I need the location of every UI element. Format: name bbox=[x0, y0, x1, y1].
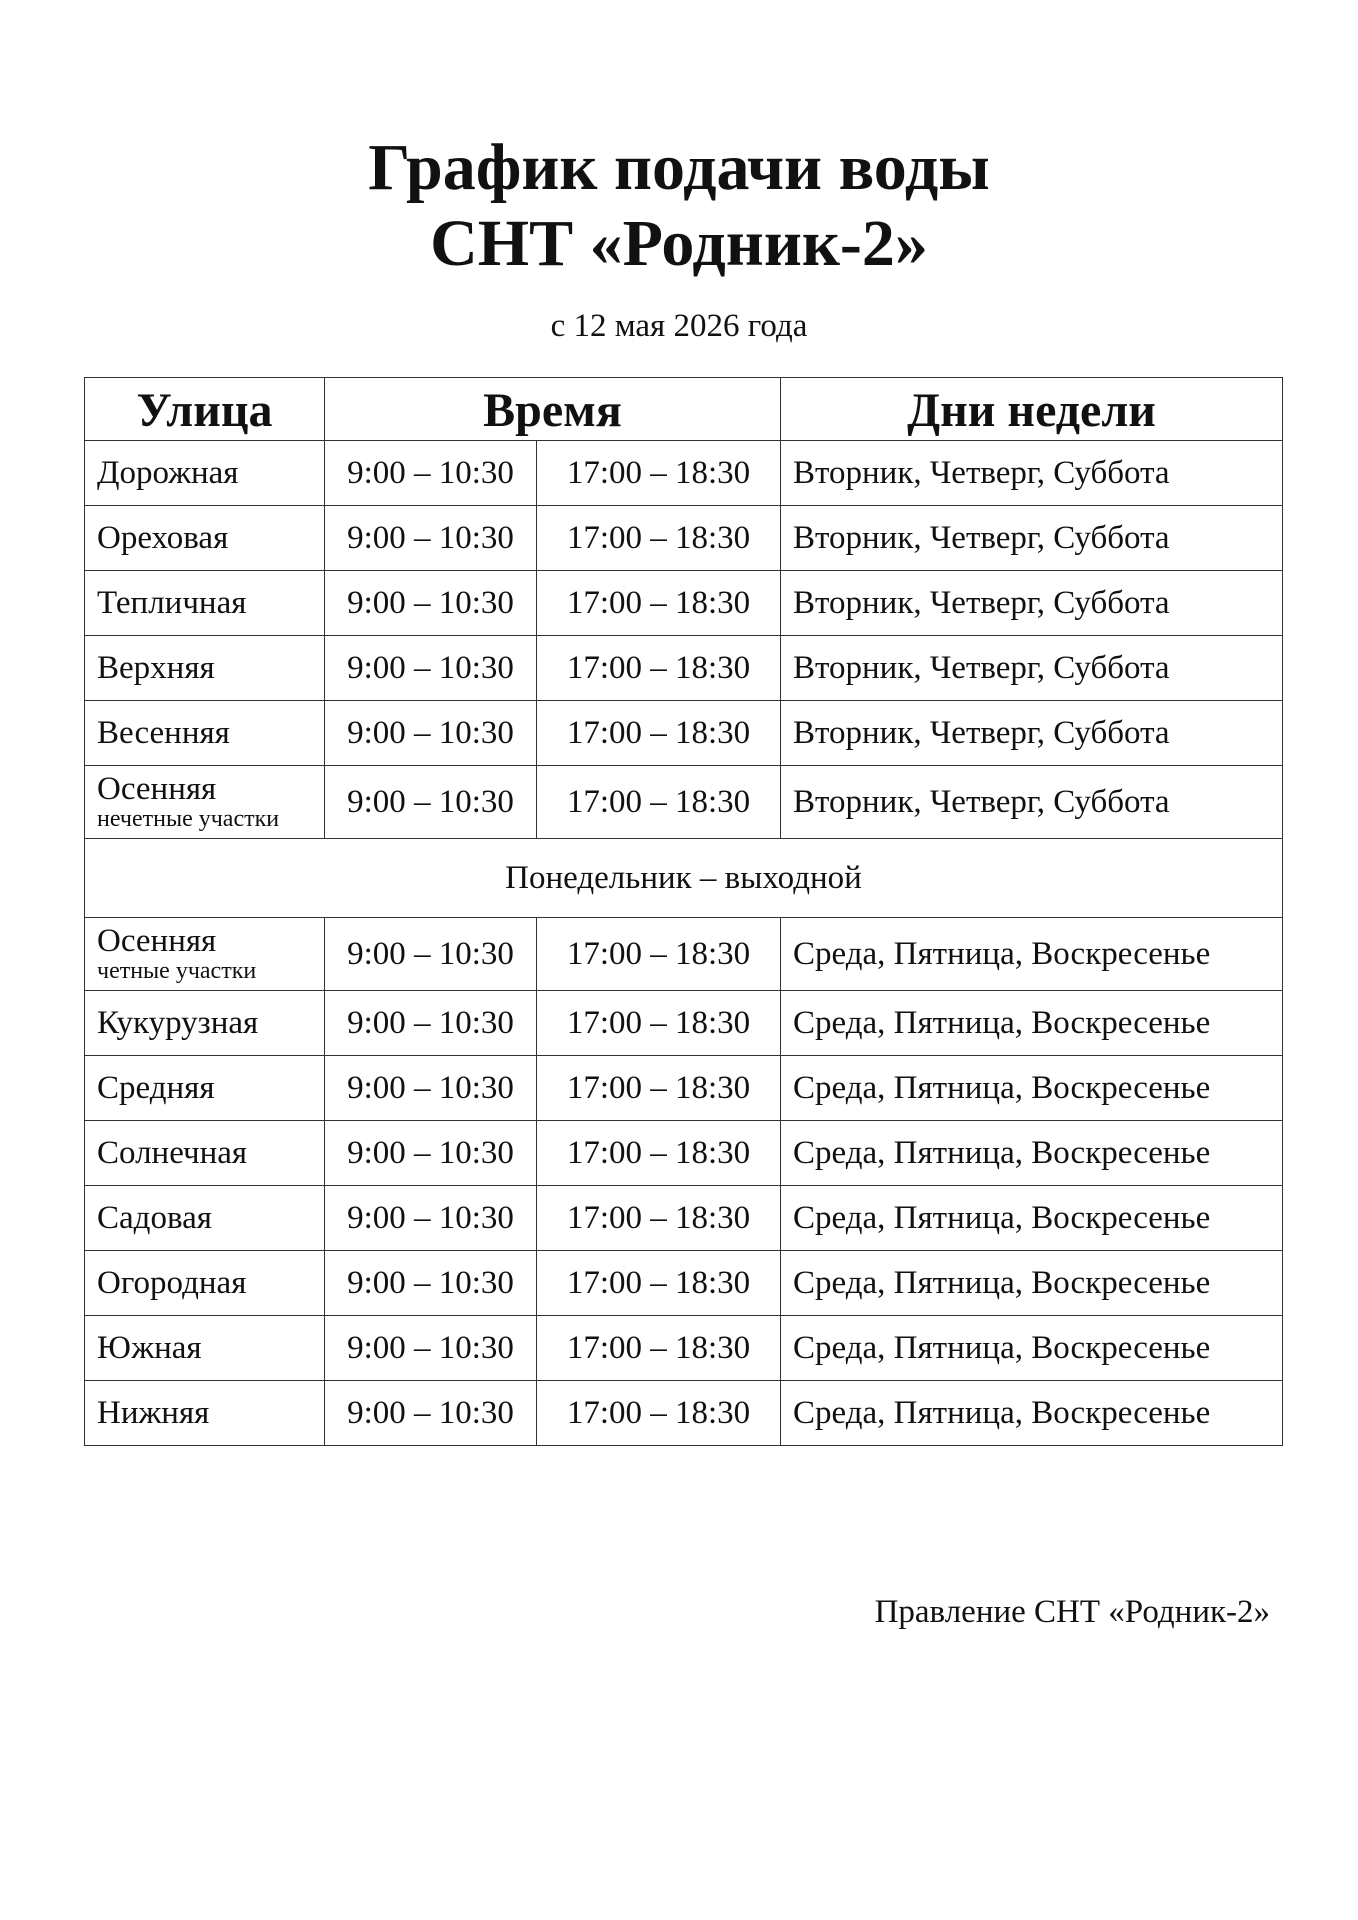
table-header-row bbox=[85, 378, 1283, 441]
table-row bbox=[85, 701, 1283, 766]
street-note: нечетные участки bbox=[97, 806, 280, 832]
days-cell: Среда, Пятница, Воскресенье bbox=[781, 918, 1283, 991]
table-row bbox=[85, 1121, 1283, 1186]
street-cell bbox=[85, 1121, 325, 1186]
morning-time-cell: 9:00 – 10:30 bbox=[325, 1316, 537, 1381]
street-note: четные участки bbox=[97, 958, 257, 984]
street-name: Дорожная bbox=[97, 455, 239, 491]
days-cell: Вторник, Четверг, Суббота bbox=[781, 571, 1283, 636]
page-title-organization: СНТ «Родник-2» bbox=[430, 207, 928, 280]
column-header-days: Дни недели bbox=[781, 378, 1283, 441]
table-row bbox=[85, 766, 1283, 839]
days-cell: Вторник, Четверг, Суббота bbox=[781, 701, 1283, 766]
morning-time-cell: 9:00 – 10:30 bbox=[325, 506, 537, 571]
street-cell bbox=[85, 571, 325, 636]
days-cell: Вторник, Четверг, Суббота bbox=[781, 506, 1283, 571]
street-cell bbox=[85, 506, 325, 571]
days-cell: Среда, Пятница, Воскресенье bbox=[781, 1381, 1283, 1446]
street-name: Весенняя bbox=[97, 715, 230, 751]
street-cell bbox=[85, 441, 325, 506]
days-cell: Среда, Пятница, Воскресенье bbox=[781, 1121, 1283, 1186]
street-name: Верхняя bbox=[97, 650, 215, 686]
days-cell: Вторник, Четверг, Суббота bbox=[781, 766, 1283, 839]
evening-time-cell: 17:00 – 18:30 bbox=[537, 1316, 781, 1381]
street-cell bbox=[85, 1186, 325, 1251]
street-cell bbox=[85, 1381, 325, 1446]
column-header-time: Время bbox=[325, 378, 781, 441]
street-cell bbox=[85, 1056, 325, 1121]
effective-date: с 12 мая 2026 года bbox=[550, 308, 808, 344]
table-row bbox=[85, 1381, 1283, 1446]
signature: Правление СНТ «Родник-2» bbox=[874, 1594, 1270, 1630]
evening-time-cell: 17:00 – 18:30 bbox=[537, 918, 781, 991]
street-name: Средняя bbox=[97, 1070, 215, 1106]
day-off-row bbox=[85, 839, 1283, 918]
street-name: Осенняя bbox=[97, 923, 217, 959]
days-cell: Среда, Пятница, Воскресенье bbox=[781, 991, 1283, 1056]
evening-time-cell: 17:00 – 18:30 bbox=[537, 991, 781, 1056]
days-cell: Среда, Пятница, Воскресенье bbox=[781, 1316, 1283, 1381]
table-row bbox=[85, 1316, 1283, 1381]
day-off-note: Понедельник – выходной bbox=[85, 839, 1283, 918]
table-row bbox=[85, 1251, 1283, 1316]
morning-time-cell: 9:00 – 10:30 bbox=[325, 1186, 537, 1251]
street-name: Кукурузная bbox=[97, 1005, 259, 1041]
street-name: Солнечная bbox=[97, 1135, 248, 1171]
evening-time-cell: 17:00 – 18:30 bbox=[537, 701, 781, 766]
schedule-group-2 bbox=[85, 918, 1283, 1446]
morning-time-cell: 9:00 – 10:30 bbox=[325, 991, 537, 1056]
morning-time-cell: 9:00 – 10:30 bbox=[325, 571, 537, 636]
evening-time-cell: 17:00 – 18:30 bbox=[537, 1056, 781, 1121]
water-schedule-table bbox=[84, 377, 1283, 1446]
table-row bbox=[85, 991, 1283, 1056]
page-title: График подачи воды bbox=[368, 131, 990, 204]
table-row bbox=[85, 636, 1283, 701]
evening-time-cell: 17:00 – 18:30 bbox=[537, 1186, 781, 1251]
evening-time-cell: 17:00 – 18:30 bbox=[537, 571, 781, 636]
days-cell: Вторник, Четверг, Суббота bbox=[781, 441, 1283, 506]
schedule-group-1 bbox=[85, 441, 1283, 839]
street-cell bbox=[85, 1251, 325, 1316]
morning-time-cell: 9:00 – 10:30 bbox=[325, 441, 537, 506]
street-cell bbox=[85, 701, 325, 766]
street-name: Южная bbox=[97, 1330, 202, 1366]
evening-time-cell: 17:00 – 18:30 bbox=[537, 441, 781, 506]
street-cell bbox=[85, 918, 325, 991]
days-cell: Вторник, Четверг, Суббота bbox=[781, 636, 1283, 701]
street-name: Нижняя bbox=[97, 1395, 210, 1431]
evening-time-cell: 17:00 – 18:30 bbox=[537, 636, 781, 701]
morning-time-cell: 9:00 – 10:30 bbox=[325, 1381, 537, 1446]
table-row bbox=[85, 571, 1283, 636]
evening-time-cell: 17:00 – 18:30 bbox=[537, 1121, 781, 1186]
evening-time-cell: 17:00 – 18:30 bbox=[537, 766, 781, 839]
days-cell: Среда, Пятница, Воскресенье bbox=[781, 1056, 1283, 1121]
table-row bbox=[85, 441, 1283, 506]
table-row bbox=[85, 1056, 1283, 1121]
street-name: Тепличная bbox=[97, 585, 247, 621]
table-row bbox=[85, 1186, 1283, 1251]
street-name: Осенняя bbox=[97, 771, 217, 807]
days-cell: Среда, Пятница, Воскресенье bbox=[781, 1251, 1283, 1316]
morning-time-cell: 9:00 – 10:30 bbox=[325, 766, 537, 839]
street-name: Огородная bbox=[97, 1265, 247, 1301]
street-cell bbox=[85, 1316, 325, 1381]
column-header-street: Улица bbox=[85, 378, 325, 441]
morning-time-cell: 9:00 – 10:30 bbox=[325, 918, 537, 991]
street-cell bbox=[85, 636, 325, 701]
evening-time-cell: 17:00 – 18:30 bbox=[537, 1251, 781, 1316]
street-cell bbox=[85, 991, 325, 1056]
street-cell bbox=[85, 766, 325, 839]
morning-time-cell: 9:00 – 10:30 bbox=[325, 1121, 537, 1186]
morning-time-cell: 9:00 – 10:30 bbox=[325, 701, 537, 766]
morning-time-cell: 9:00 – 10:30 bbox=[325, 636, 537, 701]
evening-time-cell: 17:00 – 18:30 bbox=[537, 506, 781, 571]
morning-time-cell: 9:00 – 10:30 bbox=[325, 1056, 537, 1121]
street-name: Ореховая bbox=[97, 520, 229, 556]
street-name: Садовая bbox=[97, 1200, 212, 1236]
days-cell: Среда, Пятница, Воскресенье bbox=[781, 1186, 1283, 1251]
table-row bbox=[85, 918, 1283, 991]
morning-time-cell: 9:00 – 10:30 bbox=[325, 1251, 537, 1316]
table-row bbox=[85, 506, 1283, 571]
evening-time-cell: 17:00 – 18:30 bbox=[537, 1381, 781, 1446]
